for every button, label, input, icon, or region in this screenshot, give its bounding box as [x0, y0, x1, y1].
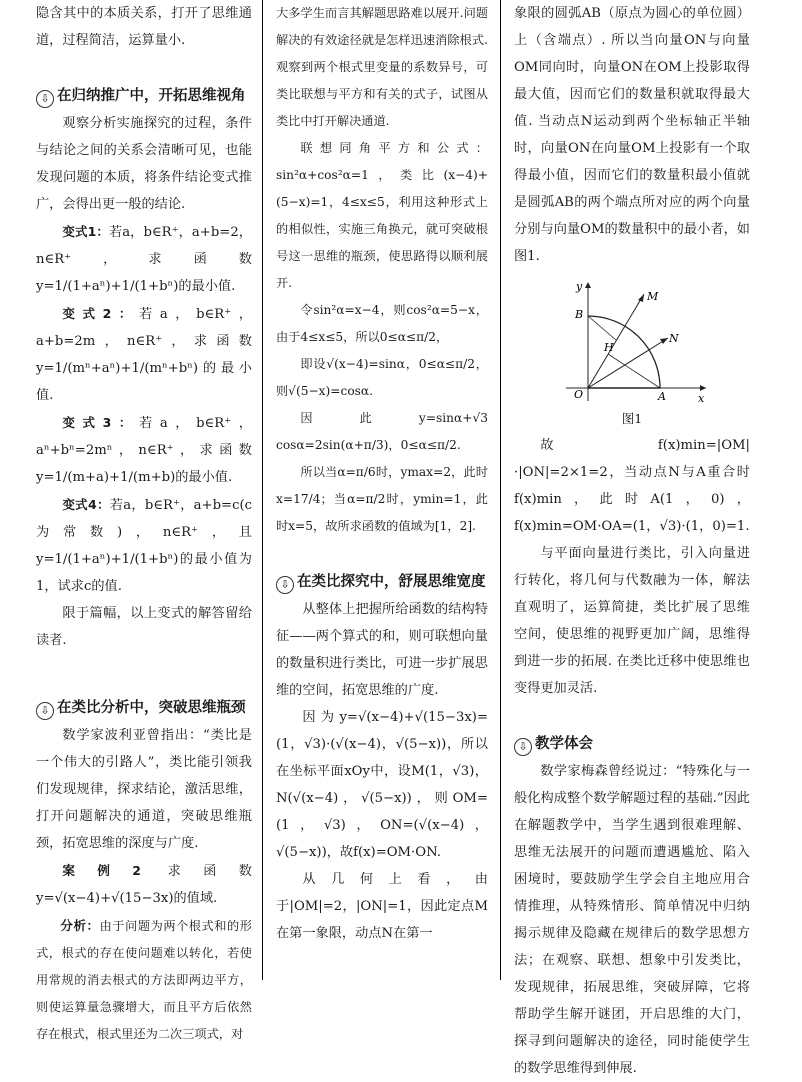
label-m: M	[647, 290, 659, 303]
paragraph: 联想同角平方和公式：sin²α+cos²α=1，类比(x−4)+(5−x)=1，4≤x≤5，利用这种形式上的相似性，实施三角换元，就可突破根号这一思维的瓶颈，使思路得以顺利展开.	[276, 141, 488, 290]
analysis: 分析：由于问题为两个根式和的形式，根式的存在使问题难以转化，若使用常规的消去根式的方法即两边平方，则使运算量急骤增大，而且平方后依然存在根式，根式里还为二次三项式，对	[36, 918, 252, 1041]
paragraph: 象限的圆弧AB（原点为圆心的单位圆）上（含端点）. 所以当向量ON与向量OM同向时，向量ON在OM上投影取得最大值，因而它们的数量积就取得最大值. 当动点N运动到两个坐标轴正半轴时，向量ON在向量OM上投影有一个取得最小值，因而它们的数量积最小值就是圆弧AB的两个端点所对应的两个向量分别与向量OM的数量积中的最小者，如图1.	[514, 6, 750, 264]
paragraph: 观察分析实施探究的过程，条件与结论之间的关系会清晰可见，也能发现问题的本质，将条件结论变式推广，会得出更一般的结论.	[36, 116, 252, 212]
label-h: H	[604, 341, 614, 354]
chevron-down-icon: ⇩	[276, 576, 294, 594]
section-heading: ⇩ 教学体会	[514, 730, 750, 758]
paragraph: 大多学生而言其解题思路难以展开.问题解决的有效途径就是怎样迅速消除根式.观察到两个根式里变量的系数异号，可类比联想与平方和有关的式子，试图从类比中打开解决通道.	[276, 6, 488, 128]
chevron-down-icon: ⇩	[36, 702, 54, 720]
on-arrow	[660, 338, 668, 344]
example-2: 案例2 求函数y=√(x−4)+√(15−3x)的值域.	[36, 863, 252, 906]
label-b: B	[575, 308, 584, 321]
section-heading: ⇩ 在类比探究中，舒展思维宽度	[276, 568, 488, 596]
paragraph: 因此y=sinα+√3 cosα=2sin(α+π/3)，0≤α≤π/2.	[276, 411, 488, 452]
paragraph: 令sin²α=x−4，则cos²α=5−x，由于4≤x≤5，所以0≤α≤π/2，	[276, 303, 488, 344]
vector-om	[588, 294, 644, 388]
variant-1: 变式1：若a，b∈R⁺，a+b=2，n∈R⁺，求函数y=1/(1+aⁿ)+1/(1+bⁿ)的最小值.	[36, 224, 252, 294]
paragraph: 因为y=√(x−4)+√(15−3x)=(1，√3)·(√(x−4)，√(5−x))，所以在坐标平面xOy中，设M(1，√3)，N(√(x−4)，√(5−x))，则OM=(1，√3)，ON=(√(x−4)，√(5−x))，故f(x)=OM·ON.	[276, 710, 488, 860]
label-x: x	[698, 392, 705, 405]
section-heading: ⇩ 在归纳推广中，开拓思维视角	[36, 82, 252, 110]
chevron-down-icon: ⇩	[36, 90, 54, 108]
label-n: N	[669, 332, 679, 345]
paragraph: 隐含其中的本质关系，打开了思维通道，过程简洁，运算量小.	[36, 6, 252, 48]
chevron-down-icon: ⇩	[514, 738, 532, 756]
paragraph: 所以当α=π/6时，ymax=2，此时x=17/4；当α=π/2时，ymin=1，此时x=5，故所求函数的值域为[1，2].	[276, 465, 488, 533]
paragraph: 与平面向量进行类比，引入向量进行转化，将几何与代数融为一体，解法直观明了，运算简捷，类比扩展了思维空间，使思维的视野更加广阔，思维得到进一步的拓展. 在类比迁移中使思维也变得更加灵活.	[514, 546, 750, 696]
column-2	[276, 0, 488, 980]
paragraph: 即设√(x−4)=sinα，0≤α≤π/2，则√(5−x)=cosα.	[276, 357, 488, 398]
paragraph: 故f(x)min=|OM|·|ON|=2×1=2，当动点N与A重合时f(x)min，此时A(1，0)，f(x)min=OM·OA=(1，√3)·(1，0)=1.	[514, 438, 750, 534]
column-divider-1	[262, 0, 263, 980]
label-y: y	[576, 280, 583, 293]
column-divider-2	[500, 0, 501, 980]
paragraph: 从几何上看，由于|OM|=2，|ON|=1，因此定点M在第一象限，动点N在第一	[276, 872, 488, 941]
figure-caption: 图1	[621, 411, 643, 426]
paragraph: 限于篇幅，以上变式的解答留给读者.	[36, 606, 252, 648]
paragraph: 数学家梅森曾经说过：“特殊化与一般化构成整个数学解题过程的基础.”因此在解题教学中，当学生遇到很难理解、思维无法展开的问题而遭遇尴尬、陷入困境时，要鼓励学生学会自主地应用合情推理，从特殊情形、简单情况中归纳揭示规律及隐藏在规律后的数学思想方法；在观察、联想、想象中引发类比，发现规律，拓展思维，突破屏障，它将帮助学生解开谜团，开启思维的大门，探寻到问题解决的途径，同时能使学生的数学思维得到伸展.	[514, 764, 750, 1076]
column-1	[36, 0, 252, 1041]
label-a: A	[658, 390, 666, 403]
y-axis-arrow	[585, 282, 591, 288]
om-arrow	[638, 294, 644, 302]
x-axis-arrow	[700, 385, 706, 391]
unit-circle-diagram	[548, 276, 708, 406]
variant-2: 变式2：若a，b∈R⁺，a+b=2m，n∈R⁺，求函数y=1/(mⁿ+aⁿ)+1/(mⁿ+bⁿ)的最小值.	[36, 306, 252, 403]
label-o: O	[574, 388, 584, 401]
paragraph: 从整体上把握所给函数的结构特征——两个算式的和，则可联想向量的数量积进行类比，可进一步扩展思维的空间，拓宽思维的广度.	[276, 602, 488, 698]
variant-4: 变式4：若a，b∈R⁺，a+b=c(c为常数)，n∈R⁺，且y=1/(1+aⁿ)+1/(1+bⁿ)的最小值为1，试求c的值.	[36, 497, 252, 594]
figure-1	[548, 276, 708, 406]
section-heading: ⇩ 在类比分析中，突破思维瓶颈	[36, 694, 252, 722]
variant-3: 变式3：若a，b∈R⁺，aⁿ+bⁿ=2mⁿ，n∈R⁺，求函数y=1/(m+a)+1/(m+b)的最小值.	[36, 415, 252, 485]
column-3	[514, 0, 750, 1076]
paragraph: 数学家波利亚曾指出：“类比是一个伟大的引路人”，类比能引领我们发现规律，探求结论，激活思维，打开问题解决的通道，突破思维瓶颈，拓宽思维的深度与广度.	[36, 728, 252, 851]
